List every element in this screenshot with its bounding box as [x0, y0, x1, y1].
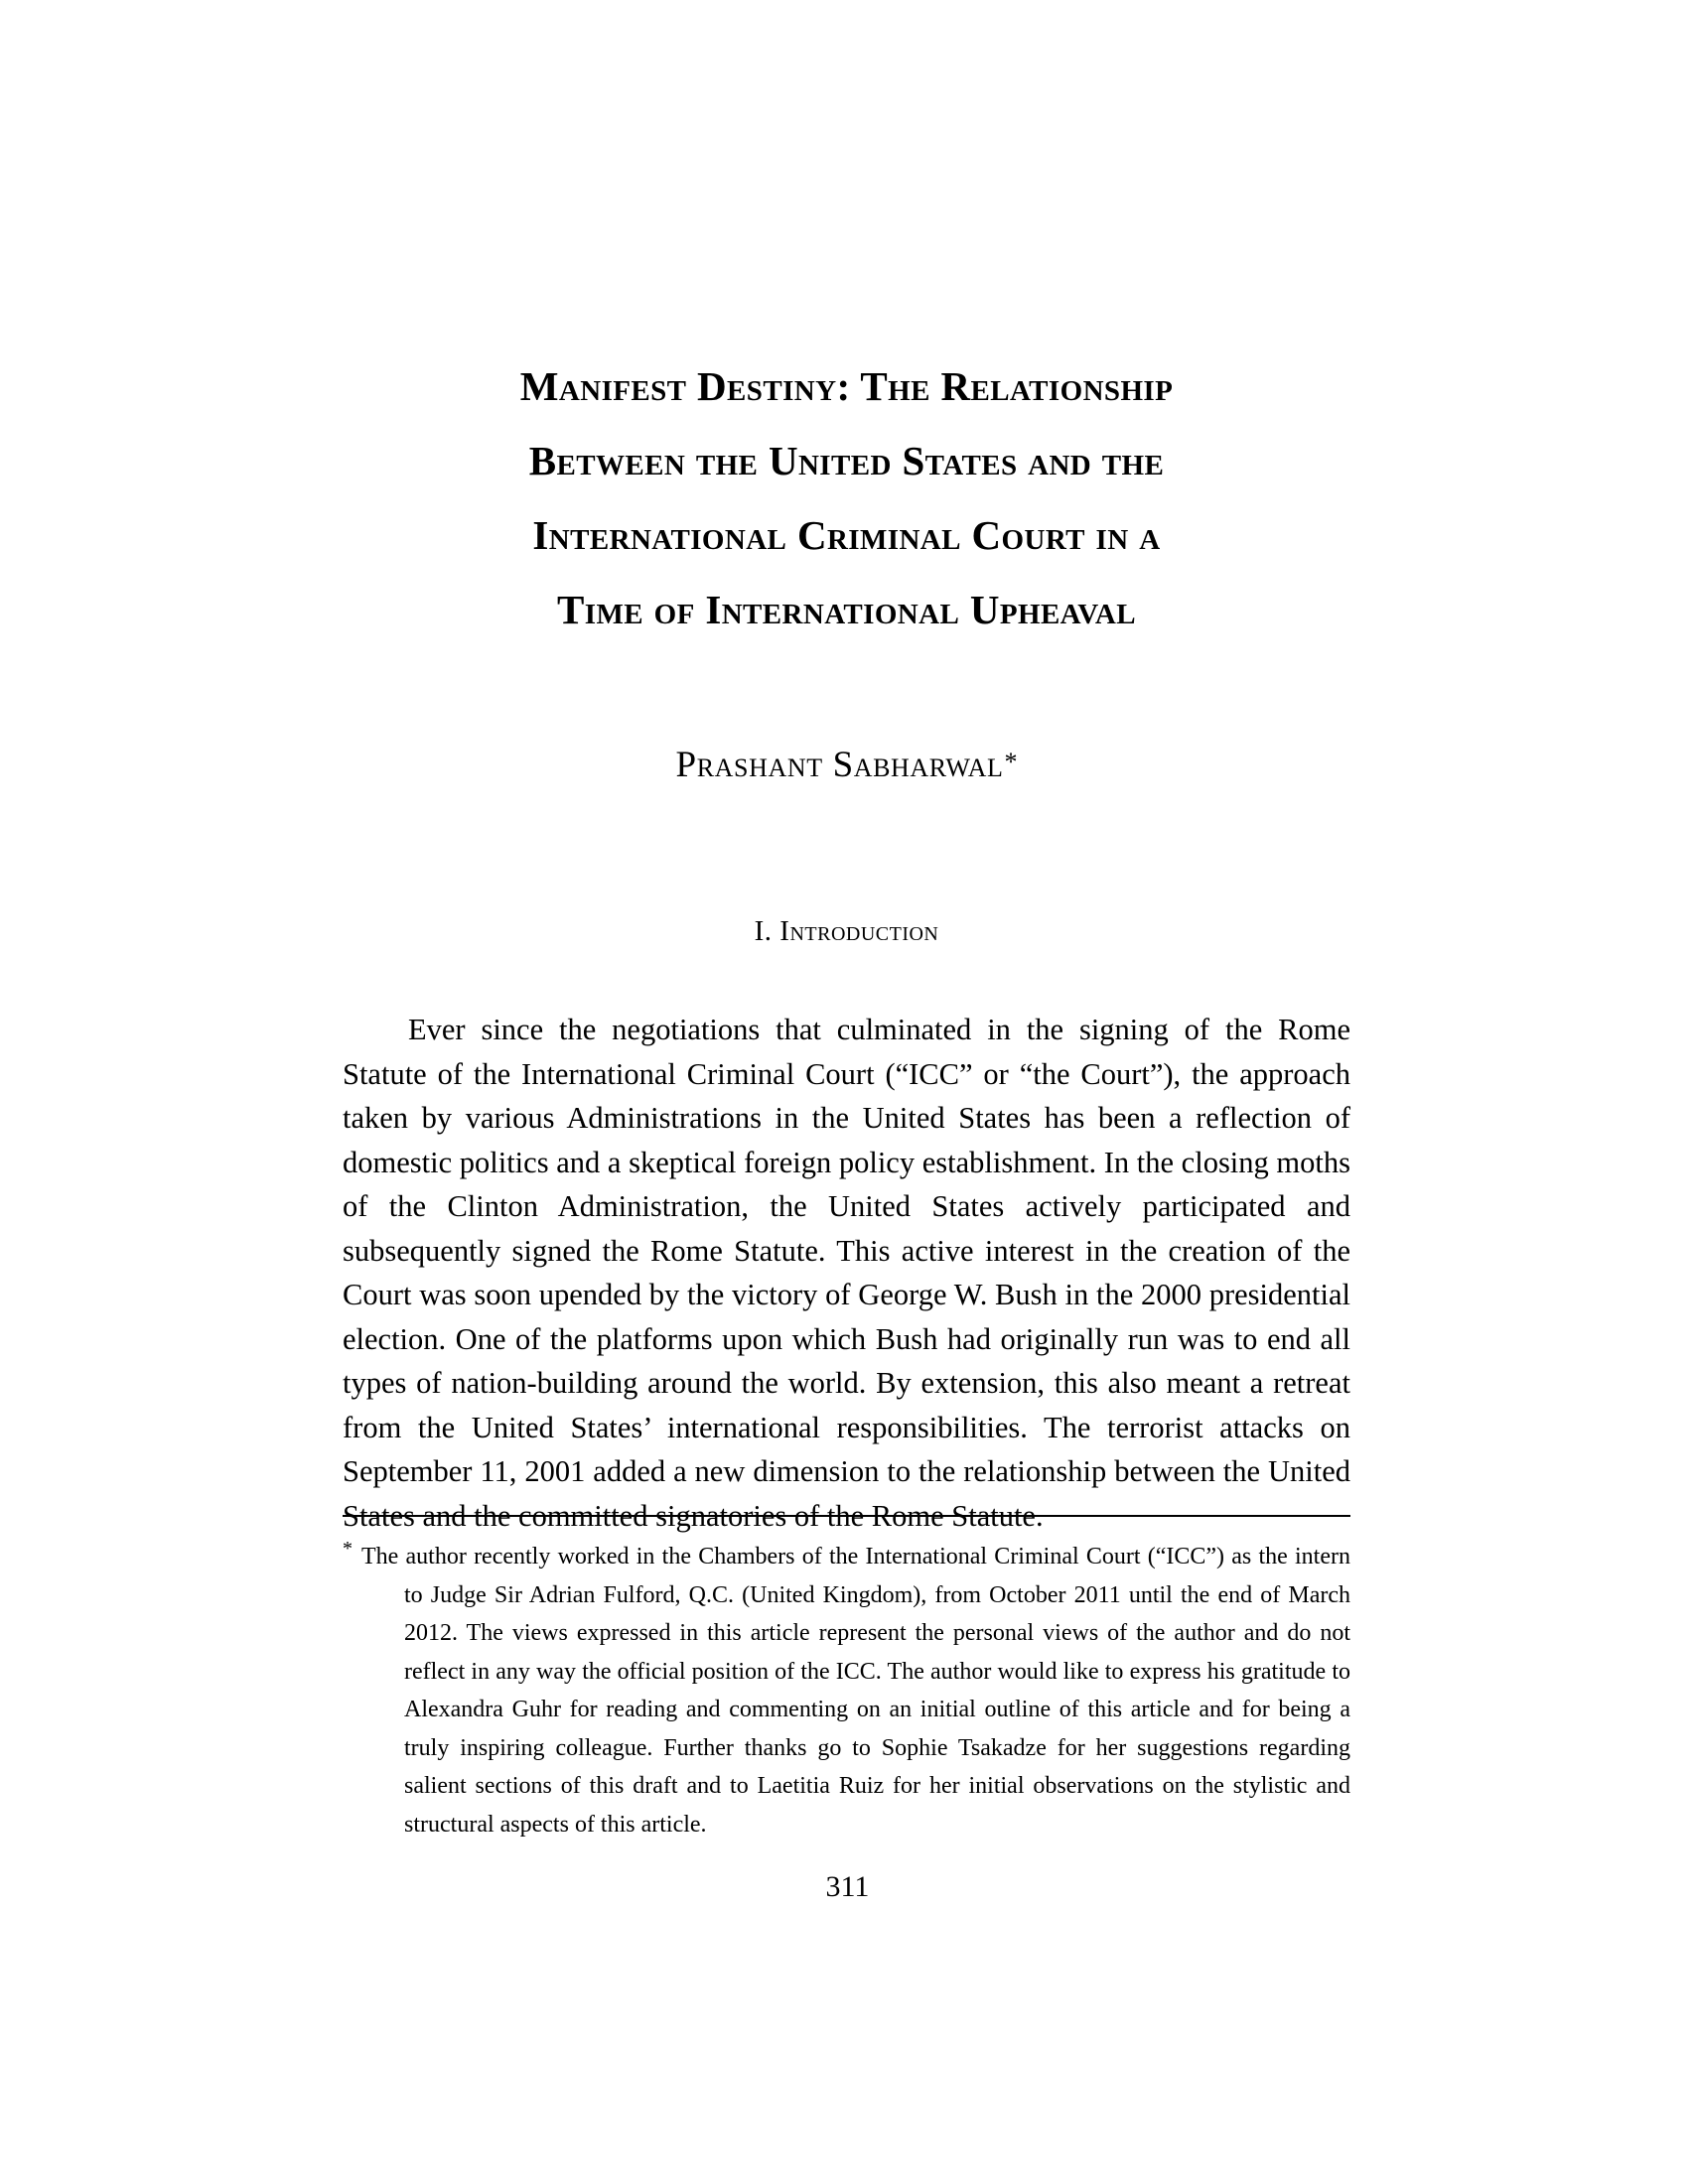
paragraph-introduction: Ever since the negotiations that culminated in the signing of the Rome Statute of the International Criminal Court (“ICC” or “the Court”), the approach taken by various Administrations in the United States has been a reflection of domestic politics and a skeptical foreign policy establishment. In the closing moths of the Clinton Administration, the United States actively participated and subsequently signed the Rome Statute. This active interest in the creation of the Court was soon upended by the victory of George W. Bush in the 2000 presidential election. One of the platforms upon which Bush had originally run was to end all types of nation-building around the world. By extension, this also meant a retreat from the United States’ international responsibilities. The terrorist attacks on September 11, 2001 added a new dimension to the relationship between the United States and the committed signatories of the Rome Statute. — [343, 1013, 1350, 1533]
section-heading-introduction: I. Introduction — [754, 915, 939, 947]
title-line-3: International Criminal Court in a — [532, 512, 1161, 558]
author-byline — [343, 744, 1350, 786]
body-text — [343, 1008, 1350, 1538]
title-line-1: Manifest Destiny: The Relationship — [519, 363, 1174, 409]
title-line-4: Time of International Upheaval — [557, 587, 1136, 632]
footnote-separator-rule — [343, 1515, 1350, 1517]
footnote-marker: * — [343, 1538, 353, 1560]
title-line-2: Between the United States and the — [528, 438, 1165, 483]
page-number: 311 — [825, 1870, 870, 1903]
article-title — [343, 349, 1350, 647]
footnote-area — [343, 1515, 1350, 1843]
footnote-text: The author recently worked in the Chambers of the International Criminal Court (“ICC”) as the intern to Judge Sir Adrian Fulford, Q.C. (United Kingdom), from October 2011 until the end of March 2012. The views expressed in this article represent the personal views of the author and do not reflect in any way the official position of the ICC. The author would like to express his gratitude to Alexandra Guhr for reading and commenting on an initial outline of this article and for being a truly inspiring colleague. Further thanks go to Sophie Tsakadze for her suggestions regarding salient sections of this draft and to Laetitia Ruiz for her initial observations on the stylistic and structural aspects of this article. — [361, 1544, 1350, 1838]
footnote-1 — [343, 1538, 1350, 1843]
page-content — [343, 0, 1350, 1538]
author-name: Prashant Sabharwal — [675, 745, 1004, 785]
author-footnote-marker[interactable]: * — [1004, 747, 1018, 776]
